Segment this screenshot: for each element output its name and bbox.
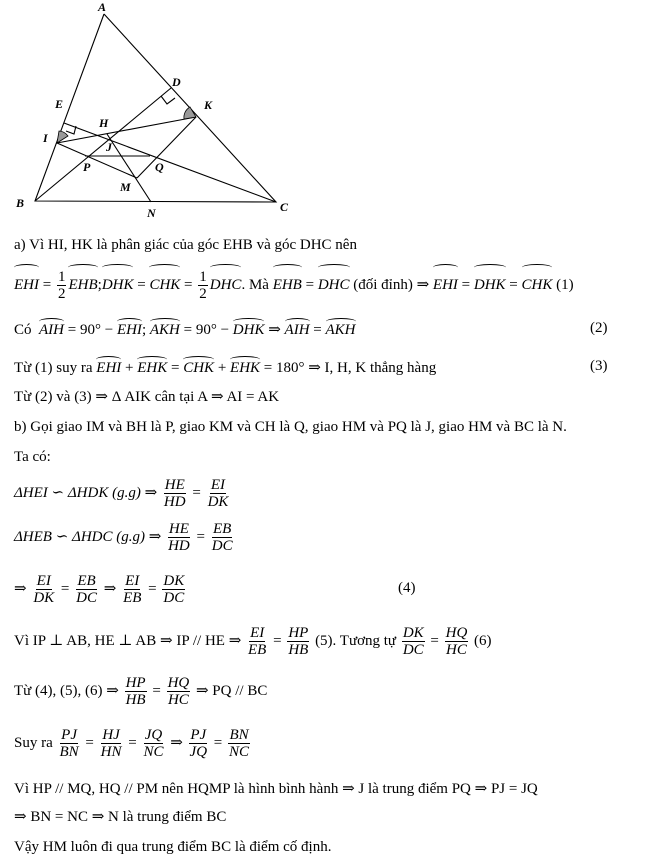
right-angle-d [161, 96, 175, 104]
part-b-line10: Vậy HM luôn đi qua trung điểm BC là điểm cố định. [14, 839, 332, 855]
part-b-eq4: ⇒ $\frac{EI}{DK}$ = $\frac{EB}{DC}$ ⇒ $\frac{EI}{EB}$ = $\frac{DK}{DC}$ [14, 573, 185, 607]
label-n: N [147, 206, 156, 220]
similar-1: ΔHEI ∽ ΔHDK (g.g) ⇒ $\frac{HE}{HD}$ = $\frac{EI}{DK}$ [14, 477, 229, 511]
part-a-conclusion: Từ (2) và (3) ⇒ Δ AIK cân tại A ⇒ AI = AK [14, 389, 280, 405]
part-b-eq7: Suy ra $\frac{PJ}{BN}$ = $\frac{HJ}{HN}$ = $\frac{JQ}{NC}$ ⇒ $\frac{PJ}{JQ}$ = $\frac{BN}{NC}$ [14, 727, 250, 761]
label-m: M [120, 180, 131, 194]
label-h: H [99, 116, 109, 130]
label-c: C [280, 200, 289, 214]
part-b-eq6: Từ (4), (5), (6) ⇒ $\frac{HP}{HB}$ = $\frac{HQ}{HC}$ ⇒ PQ // BC [14, 675, 268, 709]
similar-2: ΔHEB ∽ ΔHDC (g.g) ⇒ $\frac{HE}{HD}$ = $\frac{EB}{DC}$ [14, 521, 233, 555]
part-a-eq2: Có AIH = 90° − EHI; AKH = 90° − DHK ⇒ AIH = AKH [14, 318, 356, 339]
eq4-number: (4) [398, 580, 416, 596]
label-a: A [98, 0, 107, 14]
part-a-eq3: Từ (1) suy ra EHI + EHK = CHK + EHK = 180° ⇒ I, H, K thẳng hàng [14, 356, 436, 377]
label-p: P [83, 160, 91, 174]
label-k: K [204, 98, 213, 112]
label-i: I [43, 131, 48, 145]
part-b-line8: Vì HP // MQ, HQ // PM nên HQMP là hình bình hành ⇒ J là trung điểm PQ ⇒ PJ = JQ [14, 781, 538, 797]
eq2-number: (2) [590, 320, 608, 336]
part-b-intro: b) Gọi giao IM và BH là P, giao KM và CH là Q, giao HM và PQ là J, giao HM và BC là N. [14, 419, 567, 435]
part-a-intro: a) Vì HI, HK là phân giác của góc EHB và góc DHC nên [14, 237, 357, 253]
label-j: J [106, 140, 112, 154]
label-b: B [16, 196, 25, 210]
label-q: Q [155, 160, 164, 174]
label-e: E [55, 97, 64, 111]
part-b-eq5: Vì IP ⊥ AB, HE ⊥ AB ⇒ IP // HE ⇒ $\frac{EI}{EB}$ = $\frac{HP}{HB}$ (5). Tương tự $\frac{DK}{DC}$ = $\frac{HQ}{HC}$ (6) [14, 625, 492, 659]
part-a-eq1: EHI = $\frac{1}{2}$ EHB;DHK = CHK = $\frac{1}{2}$ DHC. Mà EHB = DHC (đối đỉnh) ⇒ EHI = DHK = CHK (1) [14, 264, 574, 303]
part-b-taco: Ta có: [14, 449, 51, 465]
geometry-figure [0, 0, 650, 235]
label-d: D [172, 75, 181, 89]
segment-ce [64, 123, 276, 202]
eq3-number: (3) [590, 358, 608, 374]
part-b-line9: ⇒ BN = NC ⇒ N là trung điểm BC [14, 809, 227, 825]
